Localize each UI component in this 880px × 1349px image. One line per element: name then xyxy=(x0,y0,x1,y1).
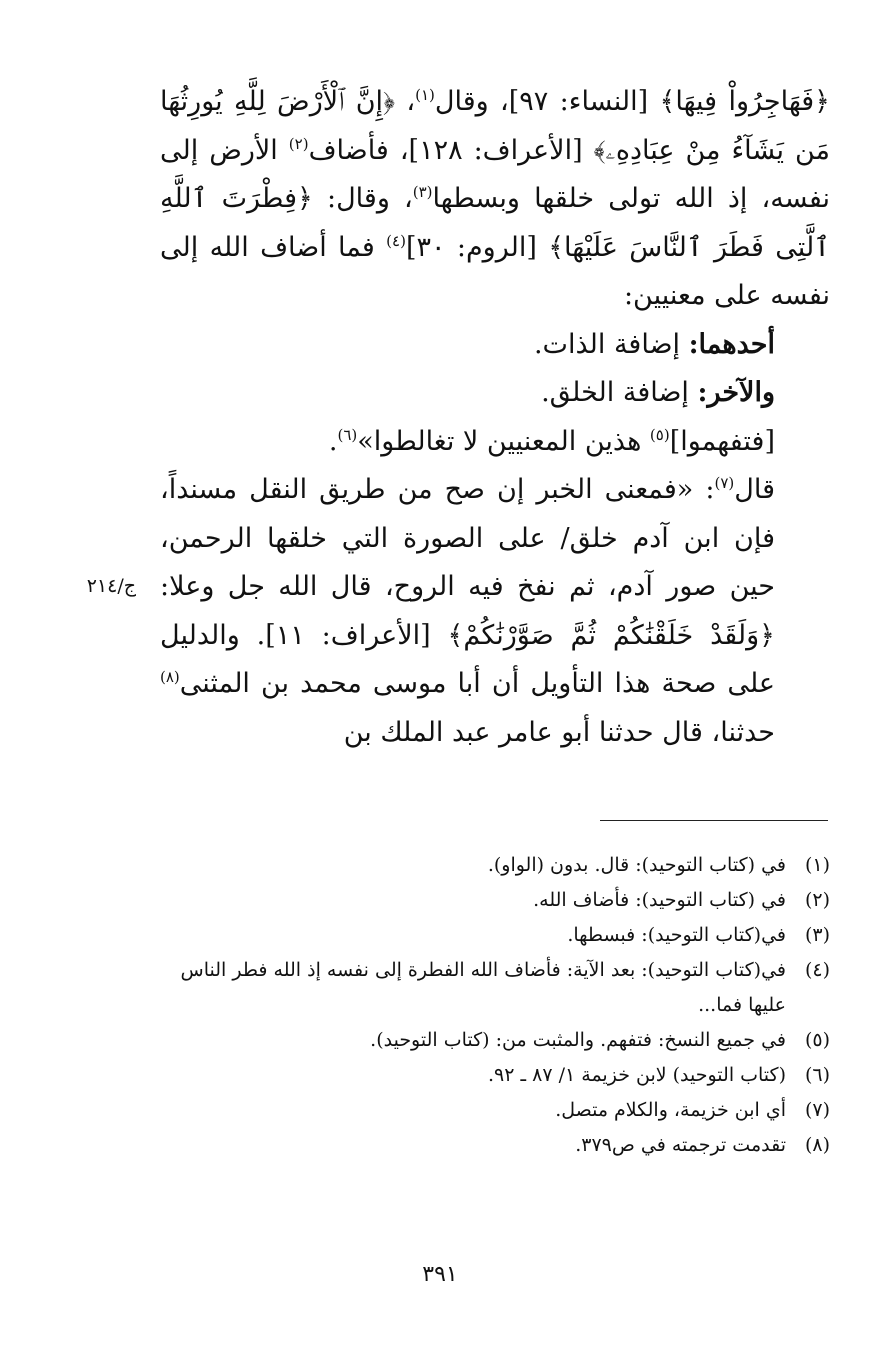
footnote-item xyxy=(160,1128,830,1163)
text-span: : «فمعنى الخبر إن صح من طريق النقل مسنداً، فإن ابن آدم خلق/ على الصورة التي خلقها الرحمن، حين صور آدم، ثم نفخ فيه الروح، قال الله جل وعلا: xyxy=(160,474,775,602)
manuscript-page-marker: ج/٢١٤ xyxy=(86,575,136,597)
paragraph-2 xyxy=(160,418,830,467)
item-label: أحدهما: xyxy=(688,328,775,360)
footnote-text: في (كتاب التوحيد): قال. بدون (الواو). xyxy=(487,854,786,876)
text-span: [الأعراف: ١٢٨]، فأضاف xyxy=(308,134,583,166)
page-number: ٣٩١ xyxy=(422,1262,458,1287)
footnote-item xyxy=(160,1023,830,1058)
item-label: والآخر: xyxy=(697,377,775,408)
quran-verse: ﴿فَهَاجِرُواْ فِيهَا﴾ xyxy=(659,86,830,117)
footnote-number: (٥) xyxy=(804,1029,830,1051)
footnote-ref[interactable]: (٦) xyxy=(337,425,358,444)
footnote-text: (كتاب التوحيد) لابن خزيمة ١/ ٨٧ ـ ٩٢. xyxy=(488,1064,786,1086)
footnote-number: (٤) xyxy=(804,959,830,981)
list-item-2 xyxy=(160,369,830,418)
footnote-item xyxy=(160,883,830,918)
text-span: [فتفهموا] xyxy=(669,425,775,457)
footnote-text: في جميع النسخ: فتفهم. والمثبت من: (كتاب التوحيد). xyxy=(370,1029,786,1051)
footnote-text: في(كتاب التوحيد): بعد الآية: فأضاف الله الفطرة إلى نفسه إذ الله فطر الناس عليها فما... xyxy=(180,959,786,1016)
footnote-text: أي ابن خزيمة، والكلام متصل. xyxy=(555,1099,786,1121)
text-span: . xyxy=(328,425,338,457)
text-span: ، xyxy=(406,86,416,117)
footnote-item xyxy=(160,1093,830,1128)
footnote-ref[interactable]: (٨) xyxy=(160,668,180,686)
footnote-number: (١) xyxy=(804,854,830,876)
footnote-ref[interactable]: (٣) xyxy=(412,183,433,201)
text-span: فما أضاف الله إلى نفسه على معنيين: xyxy=(160,231,830,311)
paragraph-3 xyxy=(160,466,830,757)
text-span: هذين المعنيين لا تغالطوا» xyxy=(357,425,642,457)
text-span: ، وقال: xyxy=(326,183,413,214)
quran-verse: ﴿وَلَقَدْ خَلَقْنَٰكُمْ ثُمَّ صَوَّرْنَٰكُمْ﴾ xyxy=(447,619,775,651)
footnotes-list xyxy=(160,848,830,1163)
text-span: [الروم: ٣٠] xyxy=(405,231,537,263)
footnote-text: في (كتاب التوحيد): فأضاف الله. xyxy=(533,889,786,911)
text-span: حدثنا، قال حدثنا أبو عامر عبد الملك بن xyxy=(343,716,775,748)
footnote-item xyxy=(160,953,830,1023)
footnote-item xyxy=(160,918,830,953)
item-text: إضافة الذات. xyxy=(533,328,680,360)
footnote-item xyxy=(160,1058,830,1093)
quran-verse: ﴿فِطْرَتَ ٱللَّهِ ٱلَّتِى فَطَرَ ٱلنَّاسَ عَلَيْهَا﴾ xyxy=(160,183,830,263)
list-item-1 xyxy=(160,321,830,370)
main-text xyxy=(160,78,830,757)
text-span: [النساء: ٩٧]، وقال xyxy=(434,86,649,117)
quran-verse: ﴿إِنَّ ٱلْأَرْضَ لِلَّهِ يُورِثُهَا مَن يَشَآءُ مِنْ عِبَادِهِۦ﴾ xyxy=(160,86,830,166)
item-text: إضافة الخلق. xyxy=(541,377,689,408)
footnote-text: في(كتاب التوحيد): فبسطها. xyxy=(567,924,786,946)
text-span: الأرض إلى نفسه، إذ الله تولى خلقها وبسطها xyxy=(160,134,830,214)
footnote-number: (٧) xyxy=(804,1099,830,1121)
footnote-divider xyxy=(600,820,828,821)
footnote-ref[interactable]: (٤) xyxy=(386,231,406,250)
text-span: قال xyxy=(734,474,775,505)
footnote-number: (٣) xyxy=(804,924,830,946)
footnote-item xyxy=(160,848,830,883)
footnote-number: (٨) xyxy=(804,1134,830,1156)
footnote-text: تقدمت ترجمته في ص٣٧٩. xyxy=(575,1134,786,1156)
footnote-ref[interactable]: (٢) xyxy=(288,134,309,153)
footnote-number: (٦) xyxy=(804,1064,830,1086)
footnote-ref[interactable]: (١) xyxy=(415,86,435,104)
footnote-ref[interactable]: (٥) xyxy=(649,425,670,444)
footnote-number: (٢) xyxy=(804,889,830,911)
paragraph-1 xyxy=(160,78,830,321)
footnote-ref[interactable]: (٧) xyxy=(714,474,735,492)
text-span: [الأعراف: ١١]. والدليل على صحة هذا التأويل أن أبا موسى محمد بن المثنى xyxy=(160,619,775,699)
